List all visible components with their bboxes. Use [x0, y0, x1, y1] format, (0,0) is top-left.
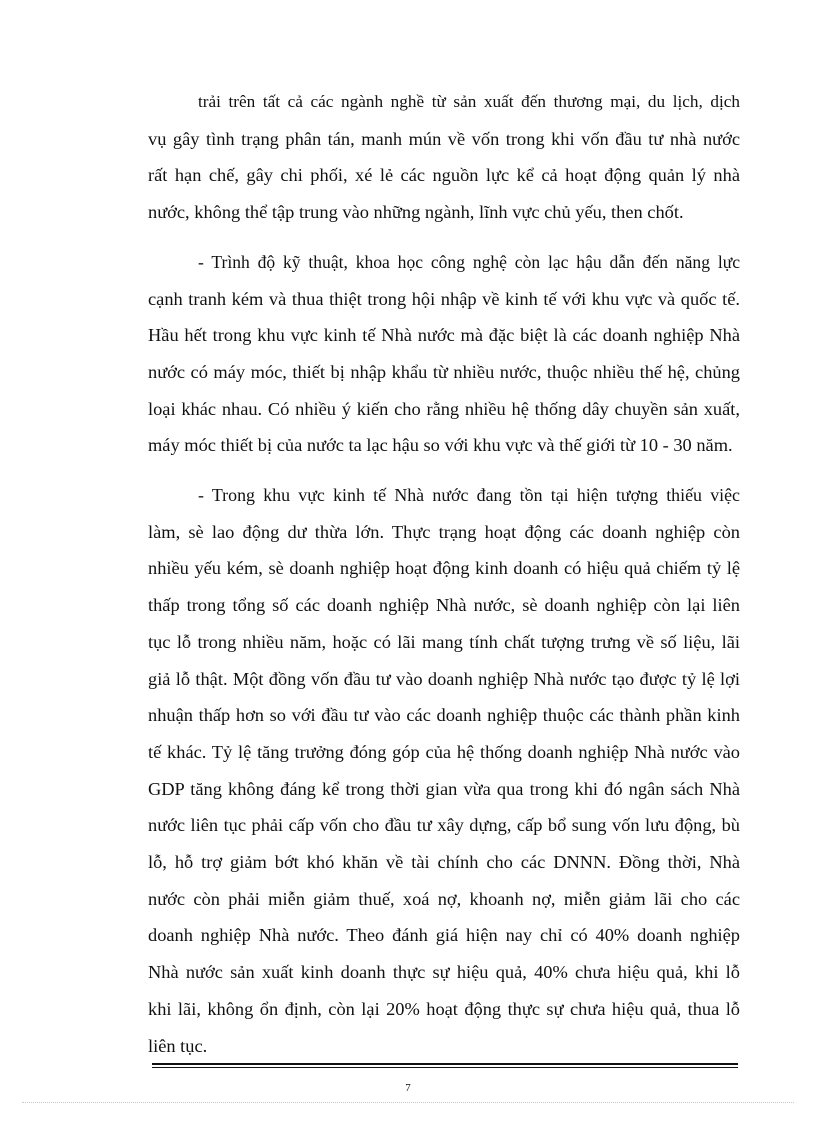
text-line: lỗ, hỗ trợ giảm bớt khó khăn về tài chính cho các DNNN. Đồng thời, Nhà — [148, 852, 740, 873]
text-line: cạnh tranh kém và thua thiệt trong hội nhập về kinh tế với khu vực và quốc tế. — [148, 288, 740, 309]
paragraph-2 — [148, 244, 740, 464]
text-line: làm, sè lao động dư thừa lớn. Thực trạng hoạt động các doanh nghiệp còn — [148, 521, 740, 542]
text-line: trải trên tất cả các ngành nghề từ sản xuất đến thương mại, du lịch, dịch — [198, 92, 740, 111]
text-line: thấp trong tổng số các doanh nghiệp Nhà nước, sè doanh nghiệp còn lại liên — [148, 595, 740, 616]
text-line: doanh nghiệp Nhà nước. Theo đánh giá hiện nay chỉ có 40% doanh nghiệp — [148, 925, 740, 946]
text-line: nước liên tục phải cấp vốn cho đầu tư xây dựng, cấp bổ sung vốn lưu động, bù — [148, 815, 740, 836]
text-line: máy móc thiết bị của nước ta lạc hậu so với khu vực và thế giới từ 10 - 30 năm. — [148, 435, 733, 456]
text-line: tế khác. Tỷ lệ tăng trưởng đóng góp của hệ thống doanh nghiệp Nhà nước vào — [148, 741, 740, 762]
text-line: GDP tăng không đáng kể trong thời gian vừa qua trong khi đó ngân sách Nhà — [148, 778, 740, 799]
text-line: giả lỗ thật. Một đồng vốn đầu tư vào doanh nghiệp Nhà nước tạo được tỷ lệ lợi — [148, 668, 740, 689]
text-line: tục lỗ trong nhiều năm, hoặc có lãi mang tính chất tượng trưng về số liệu, lãi — [148, 631, 740, 652]
text-line: liên tục. — [148, 1035, 208, 1056]
text-line: nước, không thể tập trung vào những ngành, lĩnh vực chủ yếu, then chốt. — [148, 202, 684, 223]
footer-divider — [152, 1063, 738, 1065]
text-line: nhuận thấp hơn so với đầu tư vào các doanh nghiệp thuộc các thành phần kinh — [148, 705, 740, 726]
text-line: Hầu hết trong khu vực kinh tế Nhà nước mà đặc biệt là các doanh nghiệp Nhà — [148, 325, 740, 346]
paragraph-3 — [148, 477, 740, 1064]
text-line: nước còn phải miễn giảm thuế, xoá nợ, khoanh nợ, miễn giảm lãi cho các — [148, 888, 740, 909]
text-line: Nhà nước sản xuất kinh doanh thực sự hiệu quả, 40% chưa hiệu quả, khi lỗ — [148, 962, 740, 983]
page-edge-dotted-line — [22, 1102, 794, 1103]
text-line: nhiều yếu kém, sè doanh nghiệp hoạt động kinh doanh có hiệu quả chiếm tỷ lệ — [148, 558, 740, 579]
text-line: loại khác nhau. Có nhiều ý kiến cho rằng nhiều hệ thống dây chuyền sản xuất, — [148, 398, 740, 419]
text-line: rất hạn chế, gây chi phối, xé lẻ các nguồn lực kể cả hoạt động quản lý nhà — [148, 165, 740, 186]
text-line: nước có máy móc, thiết bị nhập khẩu từ nhiều nước, thuộc nhiều thế hệ, chủng — [148, 361, 740, 382]
paragraph-1 — [148, 84, 740, 231]
text-line: khi lãi, không ổn định, còn lại 20% hoạt động thực sự chưa hiệu quả, thua lỗ — [148, 998, 740, 1019]
body-text — [148, 84, 740, 1074]
text-line: - Trong khu vực kinh tế Nhà nước đang tồn tại hiện tượng thiếu việc — [198, 485, 740, 506]
text-line: vụ gây tình trạng phân tán, manh mún về vốn trong khi vốn đầu tư nhà nước — [148, 128, 740, 149]
page-number: 7 — [405, 1082, 411, 1094]
footer-divider-thin — [152, 1067, 738, 1068]
text-line: - Trình độ kỹ thuật, khoa học công nghệ còn lạc hậu dẫn đến năng lực — [198, 251, 740, 272]
